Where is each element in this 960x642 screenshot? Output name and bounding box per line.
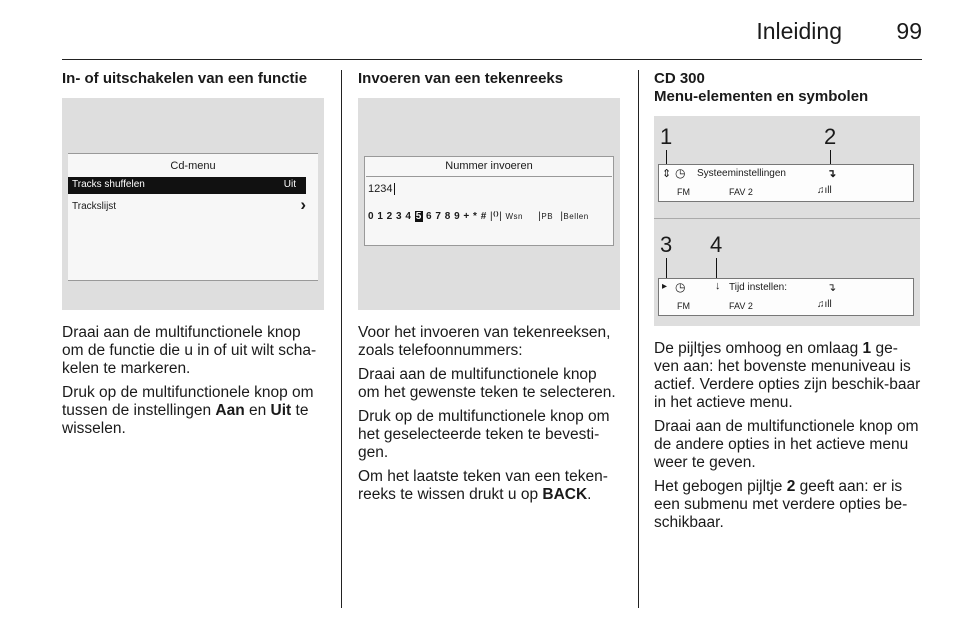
signal-icon: ♫ıll — [817, 185, 832, 196]
signal-icon: ♫ıll — [817, 299, 832, 310]
clock-icon: ◷ — [675, 166, 686, 180]
callout-3: 3 — [660, 232, 673, 257]
curved-arrow-icon: ↴ — [827, 282, 837, 294]
column-toggle-function — [62, 70, 324, 444]
number-entry-illustration — [358, 98, 620, 310]
figure-divider — [654, 218, 920, 219]
paragraph: De pijltjes omhoog en omlaag 1 ge-ven aan: het bovenste menuniveau is actief. Verdere opties zijn beschik-baar in het actieve menu. — [654, 340, 921, 411]
callout-line — [666, 258, 667, 280]
menu-row-selected — [68, 177, 306, 194]
callout-2: 2 — [824, 124, 837, 149]
paragraph: Draai aan de multifunctionele knop om de functie die u in of uit wilt scha-kelen te markeren. — [62, 324, 317, 377]
menu-row-value: Uit — [283, 179, 296, 190]
paragraph: Draai aan de multifunctionele knop om het gewenste teken te selecteren. — [358, 366, 616, 401]
menu-row — [68, 195, 306, 215]
menu-item-text: Systeeminstellingen — [697, 168, 786, 179]
clock-icon: ◷ — [675, 280, 686, 294]
preset-label: FAV 2 — [729, 187, 753, 197]
arrow-up-down-icon: ⇕ — [662, 168, 672, 180]
paragraph: Voor het invoeren van tekenreeksen, zoals telefoonnummers: — [358, 324, 611, 359]
menu-symbols-illustration — [654, 116, 920, 326]
callout-1: 1 — [660, 124, 673, 149]
curved-arrow-icon: ↴ — [827, 168, 837, 180]
display-title: Nummer invoeren — [445, 160, 533, 172]
column-divider — [638, 70, 639, 608]
paragraph: Draai aan de multifunctionele knop om de andere opties in het actieve menu weer te geven. — [654, 418, 919, 471]
callout-line — [716, 258, 717, 280]
section-heading: CD 300 — [654, 70, 705, 87]
section-heading: In- of uitschakelen van een functie — [62, 70, 308, 87]
paragraph: Druk op de multifunctionele knop om het geselecteerde teken te bevesti-gen. — [358, 408, 610, 461]
selected-character: 5 — [415, 211, 422, 222]
character-selector: 0 1 2 3 4 5 6 7 8 9 + * # |⁽⁾| Wsn |PB |Bellen — [368, 211, 589, 222]
cd-menu-illustration — [62, 98, 324, 310]
bar-icon: | — [499, 211, 503, 222]
page-header-title: Inleiding — [756, 18, 842, 44]
callout-4: 4 — [710, 232, 723, 257]
arrow-right-icon: ▸ — [662, 281, 668, 292]
chevron-right-icon: › — [300, 195, 306, 214]
arrow-down-icon: ↓ — [715, 280, 721, 292]
display-screen-2 — [658, 278, 914, 316]
entered-number: 1234 — [368, 183, 395, 195]
menu-row-label: Trackslijst — [72, 201, 117, 212]
column-menu-elements — [654, 70, 922, 538]
section-subheading: Menu-elementen en symbolen — [654, 88, 869, 105]
menu-title: Cd-menu — [170, 160, 216, 172]
page-header — [62, 0, 922, 60]
column-string-entry — [358, 70, 620, 510]
band-label: FM — [677, 187, 690, 197]
band-label: FM — [677, 301, 690, 311]
display-separator — [366, 176, 612, 177]
menu-row-label: Tracks shuffelen — [72, 179, 145, 190]
column-divider — [341, 70, 342, 608]
paragraph: Om het laatste teken van een teken-reeks te wissen drukt u op BACK. — [358, 468, 608, 503]
bar-icon: | — [490, 211, 494, 222]
backspace-icon: ⁽⁾ — [493, 211, 500, 222]
section-heading: Invoeren van een tekenreeks — [358, 70, 564, 87]
paragraph: Het gebogen pijltje 2 geeft aan: er is een submenu met verdere opties be-schikbaar. — [654, 478, 908, 531]
preset-label: FAV 2 — [729, 301, 753, 311]
paragraph: Druk op de multifunctionele knop om tussen de instellingen Aan en Uit te wisselen. — [62, 384, 314, 437]
display-frame — [68, 153, 318, 281]
page-number: 99 — [896, 18, 922, 44]
display-screen-1 — [658, 164, 914, 202]
menu-item-text: Tijd instellen: — [729, 282, 787, 293]
